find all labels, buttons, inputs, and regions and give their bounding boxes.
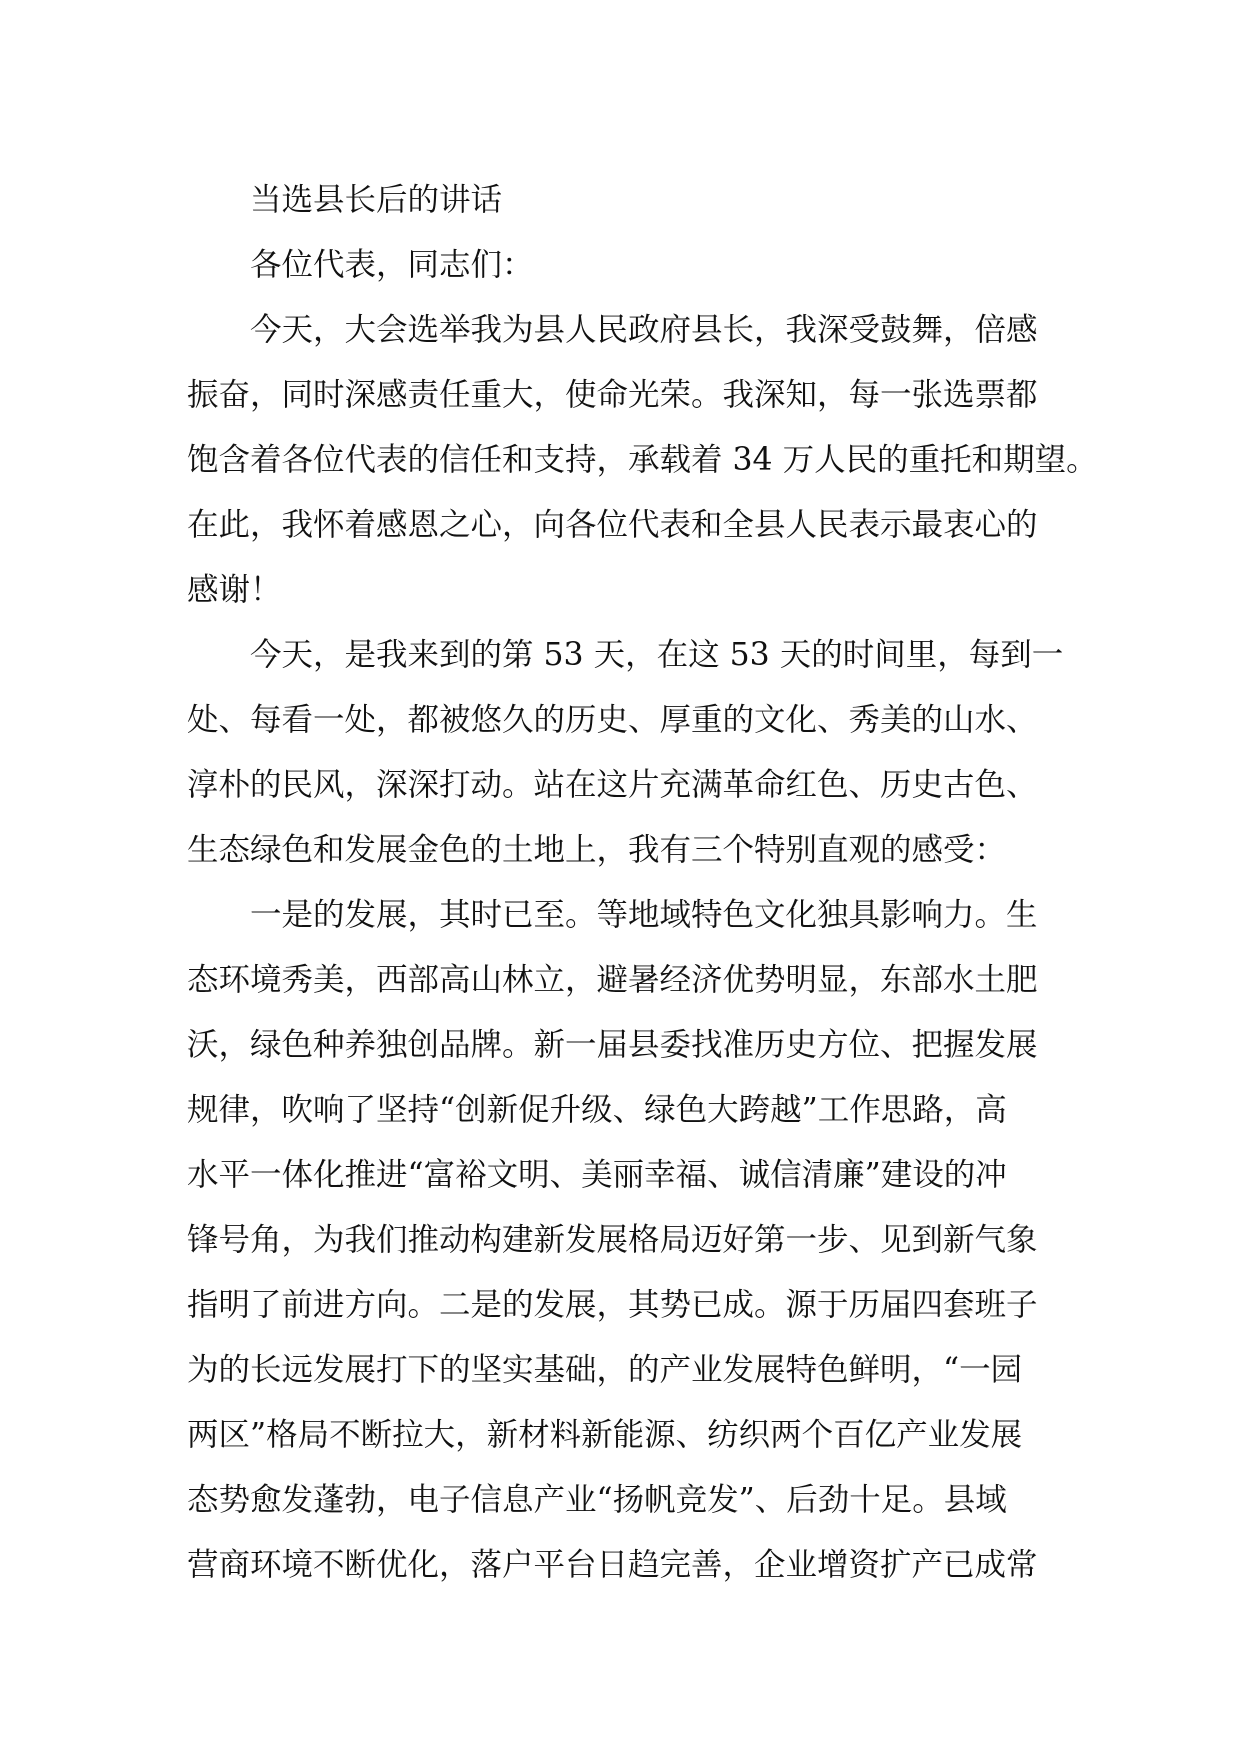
text-line: 水平一体化推进“富裕文明、美丽幸福、诚信清廉”建设的冲 (187, 1157, 1007, 1193)
text-line: 在此，我怀着感恩之心，向各位代表和全县人民表示最衷心的 (187, 507, 1038, 543)
text-line: 态环境秀美，西部高山林立，避暑经济优势明显，东部水土肥 (187, 962, 1038, 998)
text-line: 处、每看一处，都被悠久的历史、厚重的文化、秀美的山水、 (187, 702, 1038, 738)
text-line: 两区”格局不断拉大，新材料新能源、纺织两个百亿产业发展 (187, 1417, 1023, 1453)
text-line: 锋号角，为我们推动构建新发展格局迈好第一步、见到新气象 (187, 1222, 1038, 1258)
text-line: 沃，绿色种养独创品牌。新一届县委找准历史方位、把握发展 (187, 1027, 1038, 1063)
text-line: 感谢！ (187, 572, 282, 608)
text-line: 今天，大会选举我为县人民政府县长，我深受鼓舞，倍感 (250, 312, 1038, 348)
text-line: 态势愈发蓬勃，电子信息产业“扬帆竞发”、后劲十足。县域 (187, 1482, 1007, 1518)
text-line: 为的长远发展打下的坚实基础，的产业发展特色鲜明，“一园 (187, 1352, 1023, 1388)
text-line: 振奋，同时深感责任重大，使命光荣。我深知，每一张选票都 (187, 377, 1038, 413)
text-line: 一是的发展，其时已至。等地域特色文化独具影响力。生 (250, 897, 1038, 933)
text-line: 生态绿色和发展金色的土地上，我有三个特别直观的感受： (187, 832, 1007, 868)
text-line: 规律，吹响了坚持“创新促升级、绿色大跨越”工作思路，高 (187, 1092, 1007, 1128)
document-body (187, 168, 1098, 1598)
text-line: 今天，是我来到的第 53 天，在这 53 天的时间里，每到一 (250, 637, 1064, 673)
text-line: 营商环境不断优化，落户平台日趋完善，企业增资扩产已成常 (187, 1547, 1038, 1583)
text-line: 指明了前进方向。二是的发展，其势已成。源于历届四套班子 (187, 1287, 1038, 1323)
document-title: 当选县长后的讲话 (250, 182, 503, 218)
text-line: 淳朴的民风，深深打动。站在这片充满革命红色、历史古色、 (187, 767, 1038, 803)
text-line: 各位代表，同志们： (250, 247, 534, 283)
text-line: 饱含着各位代表的信任和支持，承载着 34 万人民的重托和期望。 (187, 442, 1098, 478)
